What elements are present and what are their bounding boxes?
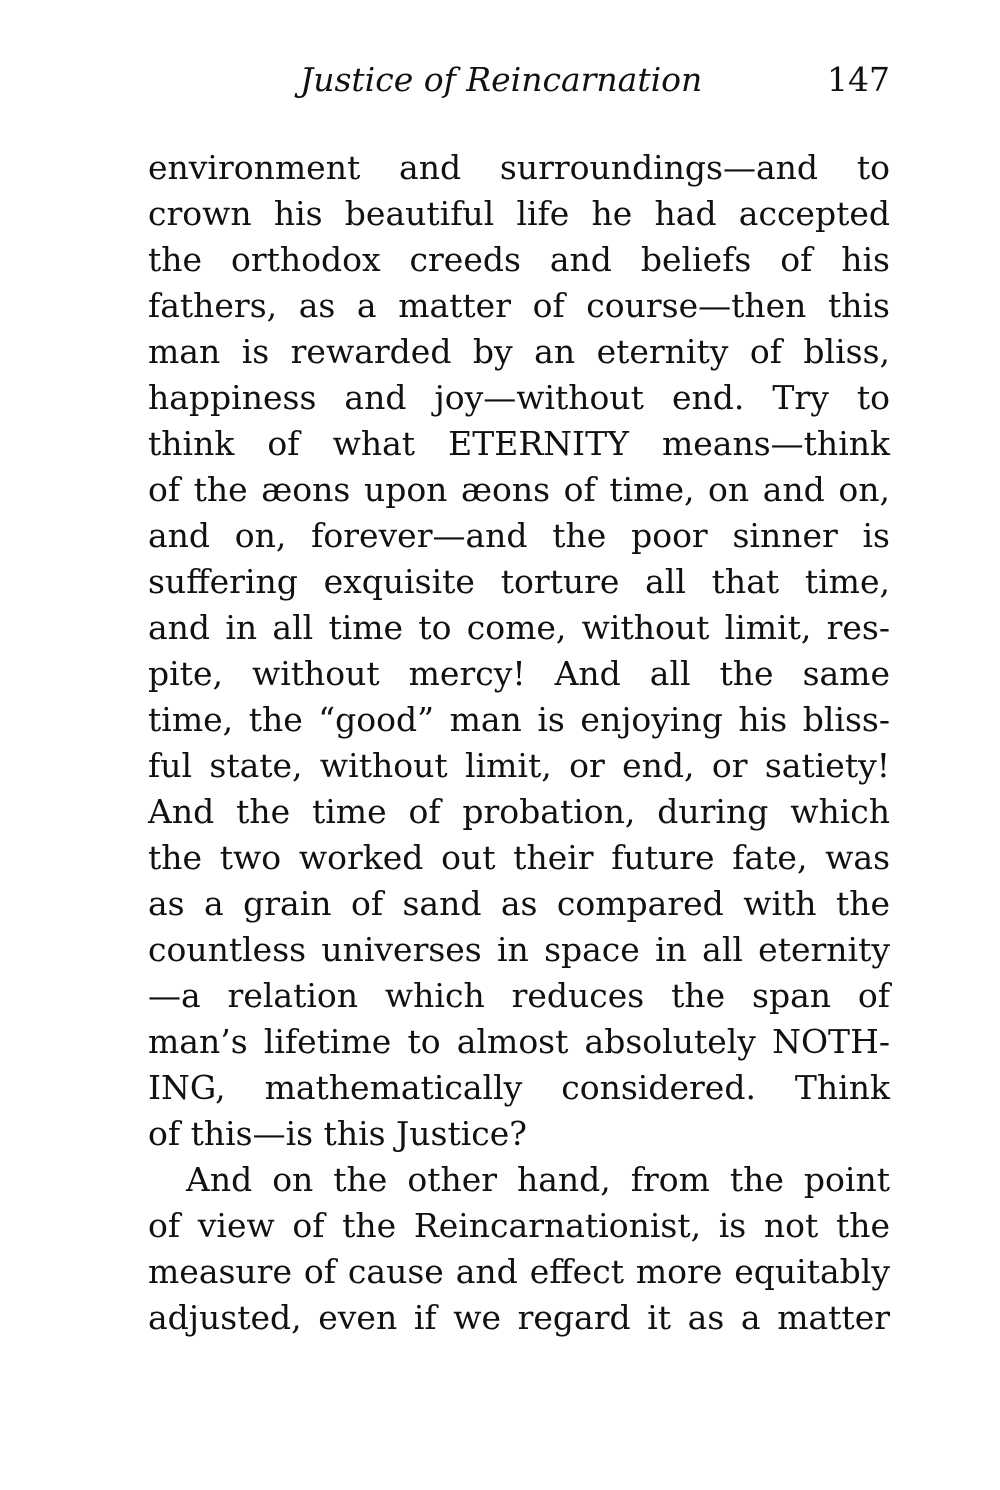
body-text: [148, 145, 890, 1341]
text-line: —a relation which reduces the span of: [148, 976, 890, 1015]
running-head: [148, 55, 890, 105]
text-line: and in all time to come, without limit, res-: [148, 608, 890, 647]
text-line: time, the “good” man is enjoying his bliss-: [148, 700, 890, 739]
page-number: 147: [827, 60, 890, 99]
text-line: And the time of probation, during which: [148, 792, 890, 831]
text-line: pite, without mercy! And all the same: [148, 654, 890, 693]
text-line: fathers, as a matter of course—then this: [148, 286, 890, 325]
paragraph-1: [148, 145, 890, 1157]
text-line: think of what ETERNITY means—think: [148, 424, 890, 463]
text-line: man’s lifetime to almost absolutely NOTH-: [148, 1022, 890, 1061]
text-line: And on the other hand, from the point: [186, 1160, 890, 1199]
paragraph-2: [148, 1157, 890, 1341]
text-line: man is rewarded by an eternity of bliss,: [148, 332, 890, 371]
text-line: measure of cause and effect more equitably: [148, 1252, 890, 1291]
text-line: of this—is this Justice?: [148, 1114, 527, 1153]
text-line: countless universes in space in all eternity: [148, 930, 890, 969]
text-line: of the æons upon æons of time, on and on,: [148, 470, 890, 509]
text-line: and on, forever—and the poor sinner is: [148, 516, 890, 555]
text-line: happiness and joy—without end. Try to: [148, 378, 890, 417]
text-line: the orthodox creeds and beliefs of his: [148, 240, 890, 279]
text-line: as a grain of sand as compared with the: [148, 884, 890, 923]
running-title: Justice of Reincarnation: [300, 60, 703, 99]
text-line: adjusted, even if we regard it as a matter: [148, 1298, 890, 1337]
text-line: ful state, without limit, or end, or satiety!: [148, 746, 890, 785]
text-line: suffering exquisite torture all that time,: [148, 562, 890, 601]
text-line: the two worked out their future fate, was: [148, 838, 890, 877]
text-line: ING, mathematically considered. Think: [148, 1068, 890, 1107]
text-line: of view of the Reincarnationist, is not the: [148, 1206, 890, 1245]
text-line: crown his beautiful life he had accepted: [148, 194, 890, 233]
text-line: environment and surroundings—and to: [148, 148, 890, 187]
